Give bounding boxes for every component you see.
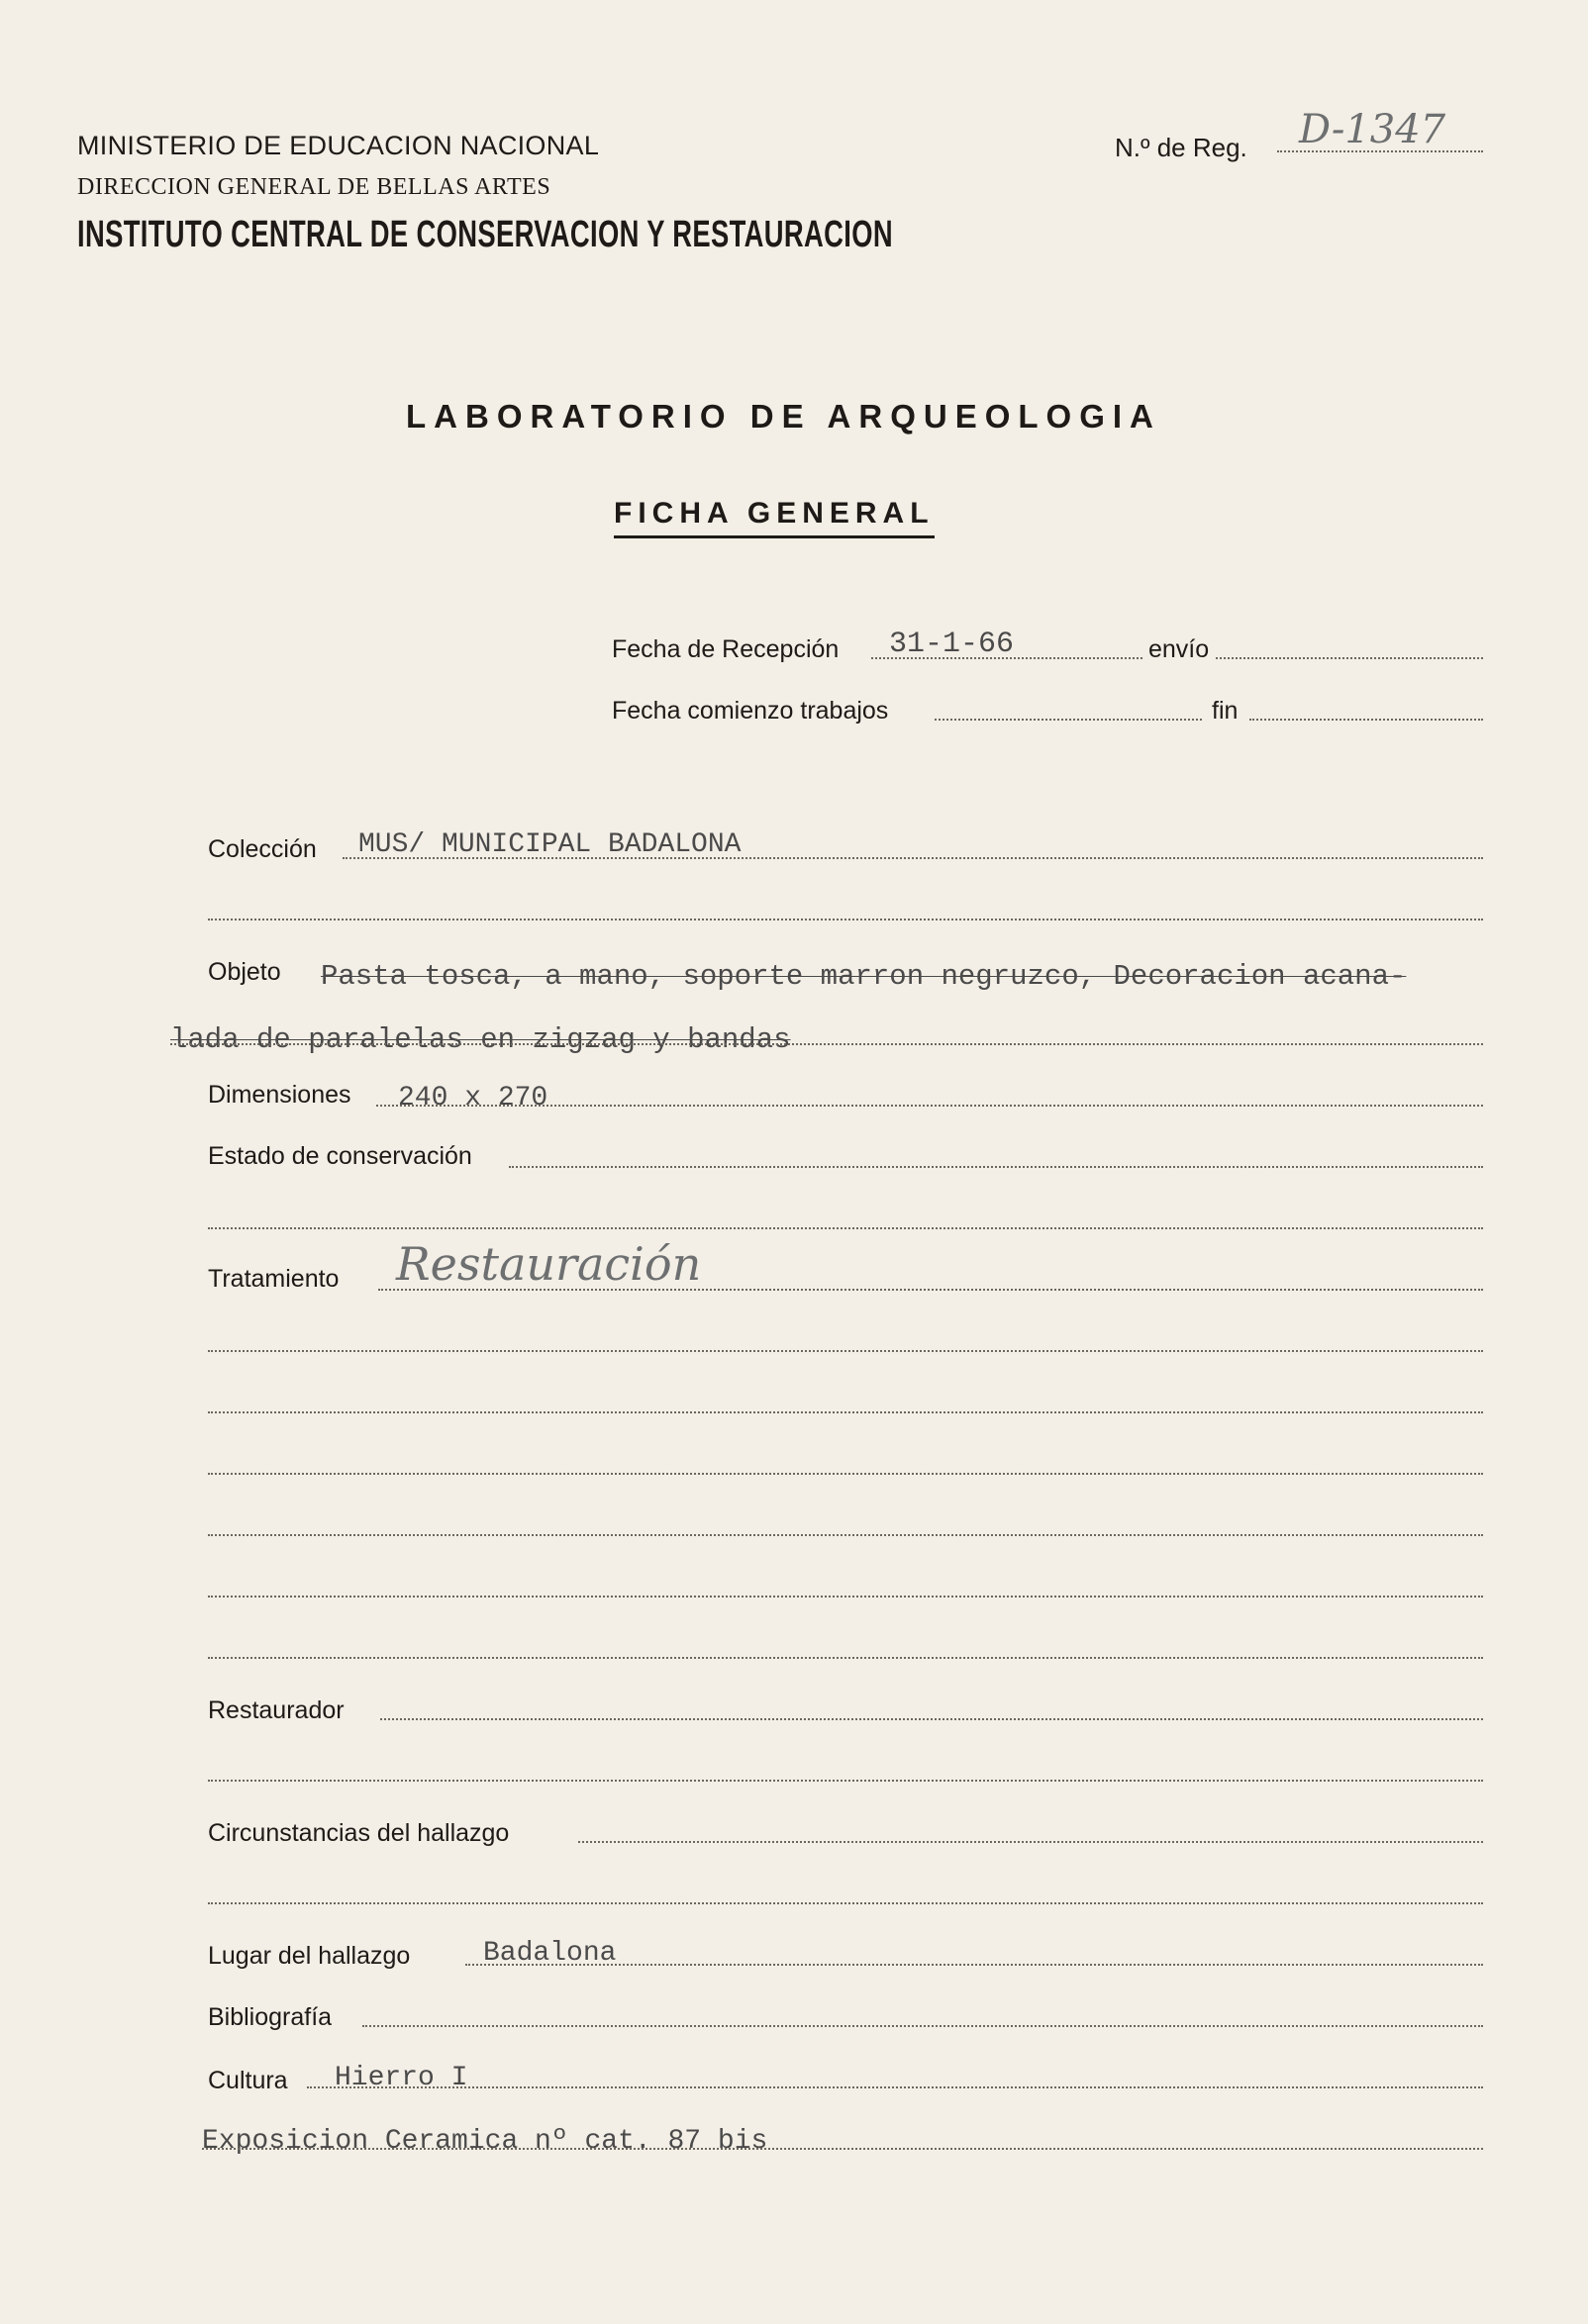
find-place-line bbox=[465, 1964, 1483, 1966]
treatment-line-5 bbox=[208, 1534, 1483, 1536]
treatment-line-6 bbox=[208, 1596, 1483, 1598]
shipment-label: envío bbox=[1148, 635, 1210, 663]
dimensions-label: Dimensiones bbox=[208, 1081, 351, 1109]
exhibition-line bbox=[202, 2148, 1483, 2150]
find-circumstances-line bbox=[578, 1841, 1483, 1843]
end-date-label: fin bbox=[1212, 697, 1239, 725]
treatment-line bbox=[378, 1289, 1483, 1291]
condition-line bbox=[509, 1166, 1483, 1168]
exhibition-note: Exposicion Ceramica nº cat. 87 bis bbox=[202, 2126, 768, 2157]
treatment-label: Tratamiento bbox=[208, 1265, 340, 1293]
find-circumstances-label: Circunstancias del hallazgo bbox=[208, 1819, 510, 1847]
condition-label: Estado de conservación bbox=[208, 1142, 472, 1170]
direction-heading: DIRECCION GENERAL DE BELLAS ARTES bbox=[77, 174, 551, 200]
dimensions-value: 240 x 270 bbox=[398, 1083, 548, 1114]
treatment-line-7 bbox=[208, 1657, 1483, 1659]
start-date-label: Fecha comienzo trabajos bbox=[612, 697, 889, 725]
reception-date-line bbox=[871, 657, 1142, 659]
restorer-line bbox=[380, 1718, 1483, 1720]
institute-heading: INSTITUTO CENTRAL DE CONSERVACION Y RESTAURACION bbox=[77, 214, 893, 255]
restorer-line-2 bbox=[208, 1780, 1483, 1782]
ministry-heading: MINISTERIO DE EDUCACION NACIONAL bbox=[77, 131, 600, 160]
find-circumstances-line-2 bbox=[208, 1902, 1483, 1904]
collection-label: Colección bbox=[208, 835, 317, 863]
registration-label: N.º de Reg. bbox=[1115, 133, 1247, 162]
form-title: FICHA GENERAL bbox=[614, 497, 935, 538]
bibliography-line bbox=[362, 2025, 1483, 2027]
reception-date-value: 31-1-66 bbox=[889, 628, 1015, 661]
bibliography-label: Bibliografía bbox=[208, 2003, 333, 2031]
restorer-label: Restaurador bbox=[208, 1696, 345, 1724]
end-date-line bbox=[1249, 719, 1483, 721]
condition-line-2 bbox=[208, 1227, 1483, 1229]
collection-line-2 bbox=[208, 919, 1483, 920]
dimensions-line bbox=[376, 1105, 1483, 1107]
object-label: Objeto bbox=[208, 958, 281, 986]
object-line-2 bbox=[170, 1043, 1483, 1045]
registration-dotted-line bbox=[1277, 150, 1483, 152]
collection-value: MUS/ MUNICIPAL BADALONA bbox=[358, 829, 742, 860]
object-description-line2: lada de paralelas en zigzag y bandas bbox=[170, 1023, 791, 1056]
laboratory-title: LABORATORIO DE ARQUEOLOGIA bbox=[406, 398, 1161, 435]
culture-value: Hierro I bbox=[335, 2063, 468, 2093]
start-date-line bbox=[935, 719, 1202, 721]
treatment-line-4 bbox=[208, 1473, 1483, 1475]
object-description-line1: Pasta tosca, a mano, soporte marron negruzco, Decoracion acana- bbox=[321, 960, 1407, 993]
treatment-handwritten-value: Restauración bbox=[396, 1237, 702, 1291]
find-place-value: Badalona bbox=[483, 1938, 617, 1969]
treatment-line-3 bbox=[208, 1411, 1483, 1413]
collection-line bbox=[343, 857, 1483, 859]
culture-line bbox=[307, 2086, 1483, 2088]
find-place-label: Lugar del hallazgo bbox=[208, 1942, 411, 1970]
reception-date-label: Fecha de Recepción bbox=[612, 635, 840, 663]
shipment-line bbox=[1216, 657, 1483, 659]
registration-number: D-1347 bbox=[1299, 107, 1446, 152]
culture-label: Cultura bbox=[208, 2067, 288, 2094]
treatment-line-2 bbox=[208, 1350, 1483, 1352]
